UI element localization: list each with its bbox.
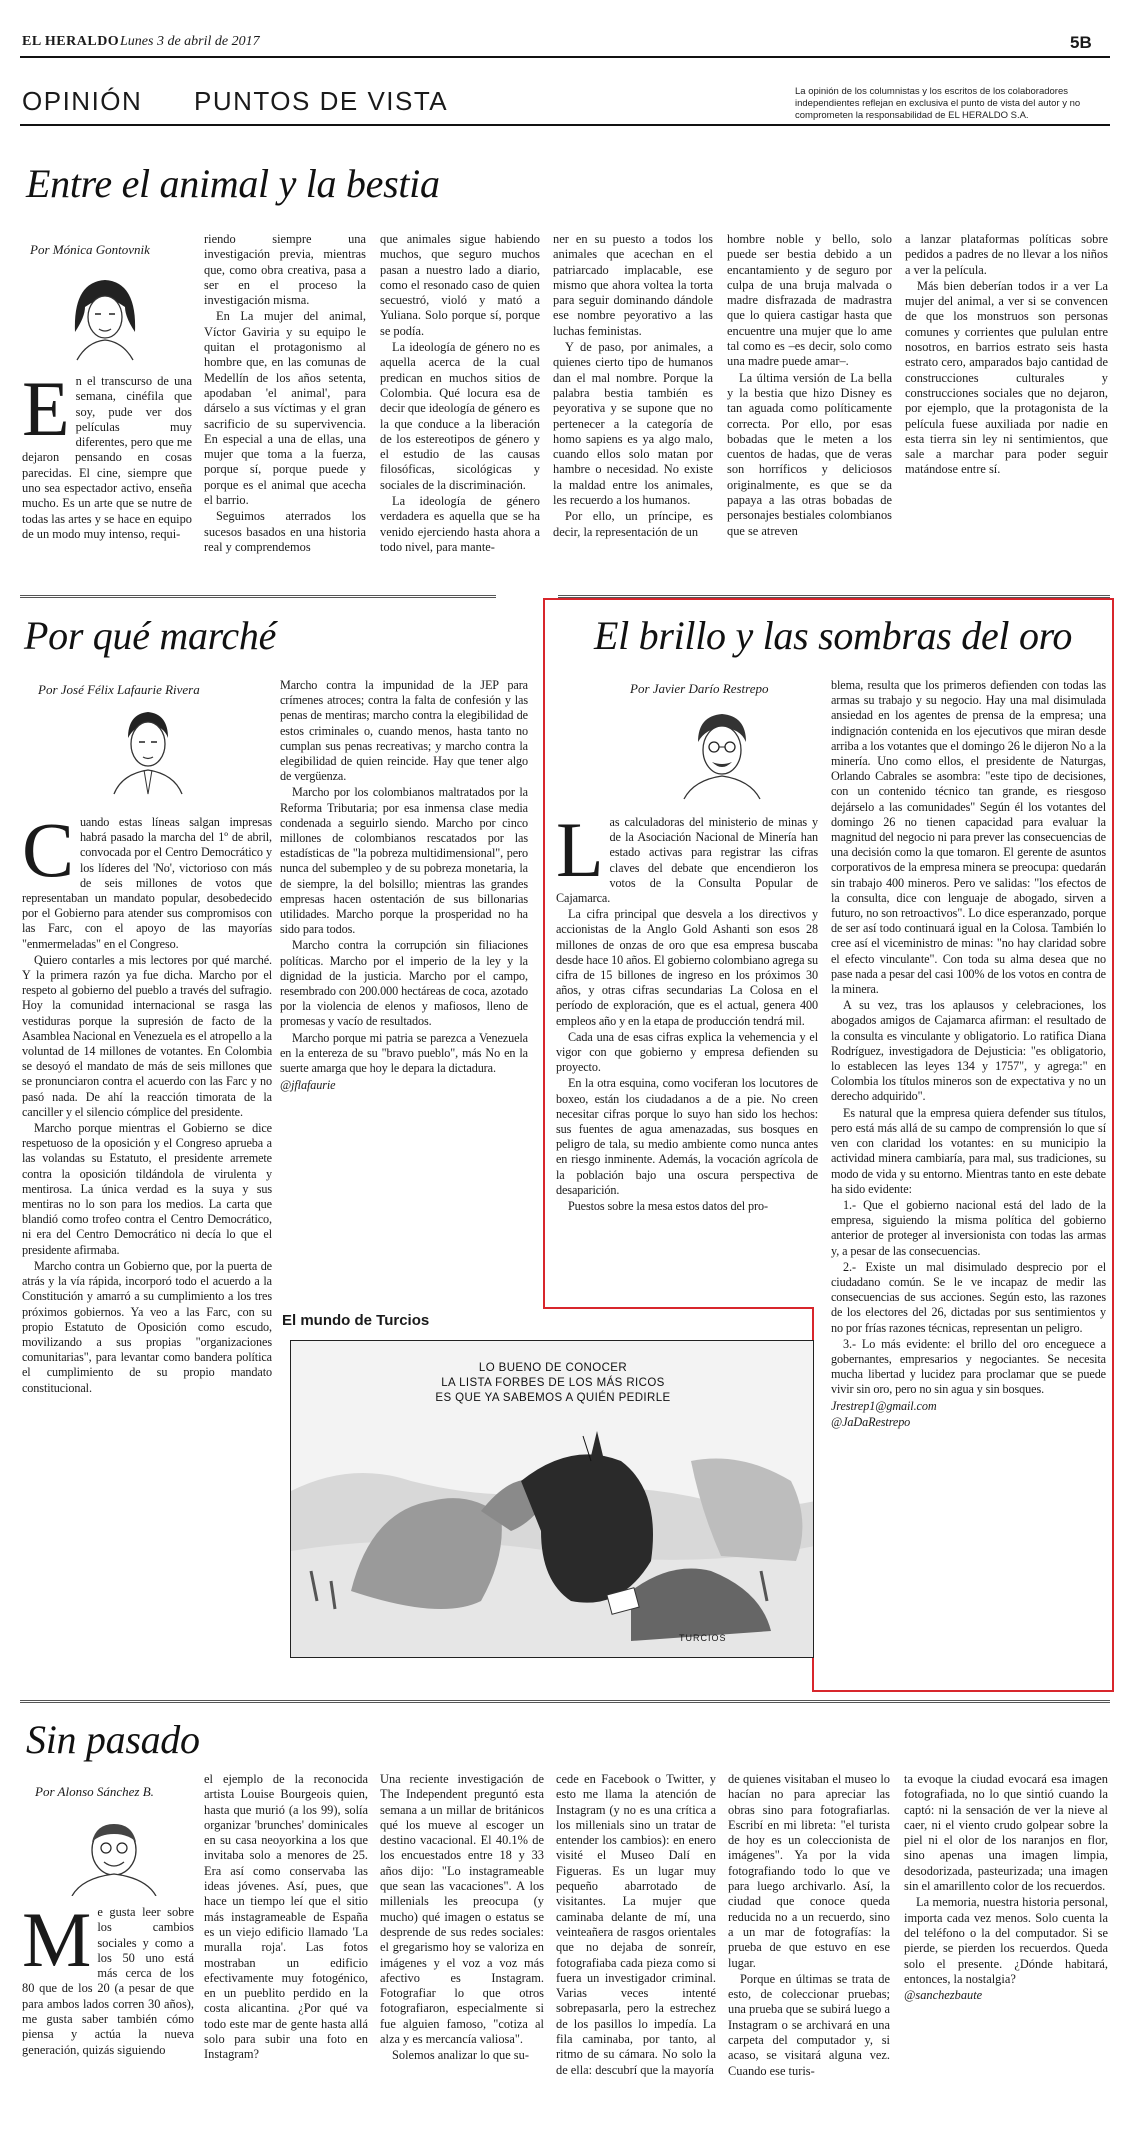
article1-title: Entre el animal y la bestia bbox=[26, 161, 440, 206]
article4-col2 bbox=[204, 1772, 368, 2132]
article1-paragraph: riendo siempre una investigación previa, mientras que, como obra creativa, pasa a ser en el proceso la investigación misma. bbox=[204, 232, 366, 308]
article2-paragraph: Marcho porque mi patria se parezca a Venezuela en la entereza de su "bravo pueblo", más No en la suerte amarga que hoy le depara la dictadura. bbox=[280, 1030, 528, 1076]
article1-col3 bbox=[380, 232, 540, 582]
newspaper-name: EL HERALDO bbox=[22, 34, 120, 49]
article1-paragraph: Y de paso, por animales, a quienes cierto tipo de humanos dan el mal nombre. Porque la palabra bestia también es peyorativa y se supone que no pertenecer a la categoría de homo sapiens es ya algo malo, cuando ellos solo matan por hambre o necesidad. No existe la maldad entre los animales, les recuerdo a los humanos. bbox=[553, 340, 713, 508]
section-name: OPINIÓN bbox=[22, 86, 143, 116]
article4-paragraph: Una reciente investigación de The Independent preguntó esta semana a un millar de británicos qué los mueve al escoger un destino vacacional. El 40.1% de los encuestados entre 18 y 33 años dijo: "Lo instagrameable que sean las vacaciones". A los millenials les preocupa (y mucho) qué imagen o estatus se desprende de sus redes sociales: el gregarismo hoy se valoriza en imágenes y el voz a voz más afectivo es Instagram. Fotografiar lo que otros fotografiaron, especialmente si fue alguien famoso, "cotiza al alza y es mercancía valiosa". bbox=[380, 1772, 544, 2047]
cartoon-signature: TURCIOS bbox=[679, 1633, 727, 1643]
section-subname: PUNTOS DE VISTA bbox=[194, 86, 449, 116]
article2-col2 bbox=[280, 678, 528, 1260]
article4-col3 bbox=[380, 1772, 544, 2132]
article1-paragraph: hombre noble y bello, solo puede ser bestia debido a un encantamiento y de seguro por culpa de una bruja malvada o madre disfrazada de madrastra que lo quiera castigar hasta que encuentre una mujer que lo ame tal como es –es decir, solo como una madre puede amar–. bbox=[727, 232, 892, 369]
disclaimer: La opinión de los columnistas y los escritos de los colaboradores independientes reflejan en exclusiva el punto de vista del autor y no comprometen la responsabilidad de EL HERALDO S.A. bbox=[795, 86, 1081, 121]
article1-paragraph: Seguimos aterrados los sucesos basados en una historia real y comprendemos bbox=[204, 509, 366, 554]
article2-paragraph: Marcho contra un Gobierno que, por la puerta de atrás y la vía rápida, incorporó todo el acuerdo a la Constitución y amarró a su cumplimiento a los tres próximos gobiernos. Ya veo a las Farc, con su propio Estatuto de Oposición como escudo, movilizando a sus propias "organizaciones comunitarias", para levantar como bandera política el cumplimiento de su propio mandato constitucional. bbox=[22, 1258, 272, 1395]
article4-paragraph: Porque en últimas se trata de esto, de coleccionar pruebas; una prueba que se subirá luego a Instagram o se archivará en una carpeta del computador y, si acaso, se visitará alguna vez. Cuando ese turis- bbox=[728, 1971, 890, 2078]
article3-paragraph: 1.- Que el gobierno nacional está del lado de la empresa, siguiendo la misma política del gobierno anterior de proteger al inversionista con todas las armas y, a pesar de las consecuencias. bbox=[831, 1197, 1106, 1258]
article2-dropcap: C bbox=[22, 815, 74, 893]
article3-paragraph: as calculadoras del ministerio de minas y de la Asociación Nacional de Minería han estado activas para registrar las cifras claves del debate que encendieron los votos de la Consulta Popular de Cajamarca. bbox=[556, 815, 818, 906]
article1-paragraph: Más bien deberían todos ir a ver La mujer del animal, a ver si se convencen de que los monstruos son personas comunes y corrientes que pululan entre nosotros, en barrios estrato seis hasta estrato cero, amparados bajo cantidad de construcciones culturales y construcciones sociales que no dejaron, por ejemplo, que la protagonista de la película fuese auxiliada por nadie en esta tierra sin ley ni sentimientos, que sale a marchar para poder seguir matándose entre sí. bbox=[905, 278, 1108, 477]
article3-col1 bbox=[556, 815, 818, 1285]
article2-paragraph: Marcho por los colombianos maltratados por la Reforma Tributaria; por esa inmensa clase media condenada a seguirlo siendo. Marcho por cinco millones de colombianos rescatados por las estadísticas de "la pobreza multidimensional", pero nunca del subempleo y de su pobreza monetaria, la de siempre, la del bolsillo; mientras las grandes empresas hacen ostentación de sus billonarias utilidades. Marcho porque la prosperidad no ha sido para todos. bbox=[280, 785, 528, 937]
author-portrait-gontovnik bbox=[55, 262, 155, 362]
article1-col1 bbox=[22, 374, 192, 584]
article1-col6 bbox=[905, 232, 1108, 582]
article3-dropcap: L bbox=[556, 815, 604, 893]
article3-paragraph: En la otra esquina, como vociferan los locutores de boxeo, están los ciudadanos a de a pie. No creen necesitar cifras porque lo suyo han sido los hechos: sus fuentes de agua amenazadas, sus bosques en peligro de tala, su medio ambiente como nunca antes en riesgo inminente. Además, la vocación agrícola de la población bajo una oscura perspectiva de desaparición. bbox=[556, 1076, 818, 1197]
article1-paragraph: La ideología de género verdadera es aquella que se ha venido ejerciendo hasta ahora a todo nivel, para mante- bbox=[380, 494, 540, 554]
article4-col5 bbox=[728, 1772, 890, 2132]
article1-paragraph: ner en su puesto a todos los animales que acechan en el patriarcado implacable, ese mismo que ahora voltea la torta para seguir dominando dándole ese nombre peyorativo a las luchas feministas. bbox=[553, 232, 713, 338]
author-portrait-lafaurie bbox=[108, 700, 188, 795]
article3-col2 bbox=[831, 678, 1106, 1678]
article2-paragraph: Marcho contra la corrupción sin filiaciones políticas. Marcho por el imperio de la ley y la dignidad de la justicia. Marcho por el campo, resembrado con 200.000 hectáreas de coca, azotado por la violencia de elenos y mafiosos, lleno de promesas y vacío de resultados. bbox=[280, 938, 528, 1029]
article4-paragraph: cede en Facebook o Twitter, y esto me llama la atención de Instagram (y no es una crítica a los millenials sino un tratar de entender los cambios): en enero visité el Museo Dalí en Figueras. Es un lugar muy pequeño abarrotado de visitantes. La mujer que caminaba delante de mí, una veinteañera de rasgos orientales que no dejaba de sonreír, fotografiaba cada pieza como si fuera un investigador criminal. Varias veces intenté sobrepasarla, pero la estrechez de los pasillos lo impedía. La fila caminaba, por tanto, al ritmo de su cámara. No solo la de ella: descubrí que la mayoría bbox=[556, 1772, 716, 2077]
article3-paragraph: La cifra principal que desvela a los directivos y accionistas de la Anglo Gold Ashanti son esos 28 millones de onzas de oro que esa empresa buscaba desde hace 10 años. El gobierno colombiano agrega su cifra de 15 billones de ingreso en los próximos 30 años, y otras cifras secundarias La Colosa en el período de exploración, que es el actual, genera 400 empleos año y en la etapa de producción tendrá mil. bbox=[556, 907, 818, 1028]
cartoon-balloon-line3: ES QUE YA SABEMOS A QUIÉN PEDIRLE bbox=[435, 1392, 671, 1404]
article1-paragraph: La ideología de género no es aquella acerca de la cual predican en muchos sitios de Colombia. Qué locura esa de decir que ideología de género es la que conduce a la liberación de los estereotipos de género y el estudio de las causas filosóficas, sicológicas y sociales de la discriminación. bbox=[380, 340, 540, 492]
article4-paragraph: ta evoque la ciudad evocará esa imagen fotografiada, no lo que sintió cuando la captó: ni la sensación de ver la nieve al caer, ni el viento crudo golpear sobre la piel ni el olor de los naranjos en flor, sino apenas una imagen limpia, desodorizada, pasteurizada; una imagen sin el amarillento color de los recuerdos. bbox=[904, 1772, 1108, 1894]
section-rule bbox=[20, 124, 1110, 126]
article2-paragraph: Marcho porque mientras el Gobierno se dice respetuoso de la oposición y el Congreso aprueba a las volandas su Estatuto, el presidente arremete contra la oposición tildándola de virulenta y mentirosa. La única verdad es la suya y sus mentiras no lo son para los medios. La carta que blandió como trofeo contra el Centro Democrático, ni era del Centro Democrático ni decía lo que el presidente afirmaba. bbox=[22, 1121, 272, 1257]
article1-byline: Por Mónica Gontovnik bbox=[30, 242, 150, 257]
divider bbox=[20, 1700, 1110, 1703]
cartoon-balloon-line2: LA LISTA FORBES DE LOS MÁS RICOS bbox=[441, 1377, 665, 1389]
masthead-rule bbox=[20, 56, 1110, 58]
article1-paragraph: En La mujer del animal, Víctor Gaviria y su equipo le quitan el protagonismo al hombre que, en las comunas de Medellín de los años setenta, apodaban 'el animal', para dárselo a sus víctimas y el gran sacrificio de su supervivencia. En especial a una de ellas, una mujer que toma a la fuerza, porque sí, porque puede y porque es el animal que acecha el barrio. bbox=[204, 309, 366, 508]
article4-dropcap: M bbox=[22, 1905, 92, 1983]
article3-paragraph: 3.- Lo más evidente: el brillo del oro enceguece a gobernantes, empresarios y negociantes. Se necesita mucha libertad y lucidez para proclamar que se puede vivir sin oro, pero no sin agua y sin bosques. bbox=[831, 1336, 1106, 1397]
page-number: 5B bbox=[1070, 33, 1092, 52]
article3-paragraph: Puestos sobre la mesa estos datos del pro- bbox=[568, 1199, 768, 1214]
divider bbox=[20, 595, 496, 598]
article2-paragraph: uando estas líneas salgan impresas habrá pasado la marcha del 1º de abril, convocada por el Centro Democrático y los líderes del 'No', victorioso con más de seis millones de votos que representaban un mandato popular, desobedecido por el Gobierno para atender sus compromisos con las Farc, con el apoyo de las mayorías "enmermeladas" en el Congreso. bbox=[22, 815, 272, 951]
article3-byline: Por Javier Darío Restrepo bbox=[630, 681, 769, 696]
highlight-box-step bbox=[543, 1307, 814, 1309]
article4-paragraph: de quienes visitaban el museo lo hacían no para apreciar las obras sino para fotografiarlas. Escribí en mi libreta: "el turista de hoy es un coleccionista de imágenes". Ya por la vida fotografiando todo lo que ve para luego archivarlo. Así, la ciudad que conoce queda reducida no a un recuerdo, sino a un mar de fotografías: la prueba de que estuvo en ese lugar. bbox=[728, 1772, 890, 1970]
article1-col4 bbox=[553, 232, 713, 582]
article1-paragraph: La última versión de La bella y la bestia que hizo Disney es tan aguada como políticamente correcta. Por ello, por esas bobadas que le meten a los cuentos de hadas, que de veras son horríficos y deliciosos originalmente, es que se da papaya a las otras bobadas de personajes bestiales colombianos que se atreven bbox=[727, 370, 892, 538]
article2-paragraph: Marcho contra la impunidad de la JEP para crímenes atroces; contra la falta de confesión y las penas de mentiras; marcho contra la elegibilidad de estos criminales o, cuando menos, hasta tanto no cumplan sus penas recreativas; y marcho contra la elegibilidad de quien reincide. Hay que tener algo de vergüenza. bbox=[280, 678, 528, 784]
article1-paragraph: Por ello, un príncipe, es decir, la representación de un bbox=[553, 509, 713, 539]
article2-paragraph: Quiero contarles a mis lectores por qué marché. Y la primera razón ya fue dicha. Marcho por el respeto al gobierno del pueblo a través del sufragio. Hoy la comunidad internacional se rasga las vestiduras porque la supresión de facto de la Asamblea Nacional en Venezuela es el atropello a la voluntad de 14 millones de votantes. En Colombia se desoyó el mandato de más de seis millones que se pronunciaron contra el acuerdo con las Farc y no pasó nada. De ahí la reacción timorata de la canciller y el silencio cómplice del presidente. bbox=[22, 952, 272, 1119]
article3-title: El brillo y las sombras del oro bbox=[594, 613, 1073, 658]
article2-title: Por qué marché bbox=[24, 613, 277, 658]
article1-paragraph: que animales sigue habiendo muchos, que seguro muchos pasan a nuestro lado a diario, como el resonado caso de quien secuestró, violó y mató a Yuliana. Solo porque sí, porque se podía. bbox=[380, 232, 540, 338]
article3-email: Jrestrep1@gmail.com bbox=[831, 1398, 937, 1413]
article4-paragraph: La memoria, nuestra historia personal, importa cada vez menos. Solo cuenta la del teléfono o la del computador. Si se pierde, se pierden los recuerdos. Queda solo el presente. ¿Dónde habitará, entonces, la nostalgia? bbox=[904, 1895, 1108, 1986]
article1-dropcap: E bbox=[22, 374, 70, 452]
article4-signature: @sanchezbaute bbox=[904, 1988, 983, 2003]
article1-col2 bbox=[204, 232, 366, 582]
article3-paragraph: Es natural que la empresa quiera defender sus títulos, pero está más allá de su campo de comprensión lo que sí ven con claridad los votantes: en su municipio la actividad minera cambiaría, para mal, sus tradiciones, su modo de vida y su entorno. Mientras tanto en este debate ha sido evidente: bbox=[831, 1105, 1106, 1196]
article3-paragraph: Cada una de esas cifras explica la vehemencia y el vigor con que gobierno y empresa defienden su proyecto. bbox=[556, 1029, 818, 1075]
author-portrait-restrepo bbox=[676, 702, 768, 800]
article4-title: Sin pasado bbox=[26, 1717, 200, 1762]
article1-paragraph: n el transcurso de una semana, cinéfila que soy, pude ver dos películas muy diferentes, pero que me dejaron pensando en cosas parecidas. El cine, siempre que uno sea espectador activo, enseña mucho. Es un arte que se nutre de todas las artes y se hace en equipo de un modo muy intenso, requi- bbox=[22, 374, 192, 541]
article4-col4 bbox=[556, 1772, 716, 2132]
article2-byline: Por José Félix Lafaurie Rivera bbox=[38, 682, 200, 697]
edition-date: Lunes 3 de abril de 2017 bbox=[120, 34, 260, 49]
article2-signature: @jflafaurie bbox=[280, 1078, 336, 1093]
article4-col6 bbox=[904, 1772, 1108, 2132]
article4-byline: Por Alonso Sánchez B. bbox=[35, 1784, 154, 1799]
article4-paragraph: el ejemplo de la reconocida artista Louise Bourgeois quien, hasta que murió (a los 99), solía organizar 'brunches' dominicales en su casa neoyorkina a los que invitaba solo a menores de 25. Era así como conservaba las ideas jóvenes. Así, pues, que hace un tiempo leí que el sitio más instagrameable de España es un viejo edificio llamado 'La muralla roja'. Las fotos mostraban un edificio efectivamente muy fotogénico, en un pueblito perdido en la costa alicantina. ¿Por qué va todo este mar de gente hasta allá solo para subir una foto en Instagram? bbox=[204, 1772, 368, 2062]
article4-paragraph: e gusta leer sobre los cambios sociales y como a los 50 uno está más cerca de los 80 que de los 20 (a pesar de que para ambos lados corren 30 años), me gusta saber también cómo piensa y actúa la nueva generación, quizás siguiendo bbox=[22, 1905, 194, 2057]
cartoon-title: El mundo de Turcios bbox=[282, 1312, 430, 1329]
article3-handle: @JaDaRestrepo bbox=[831, 1414, 911, 1429]
article4-paragraph: Solemos analizar lo que su- bbox=[392, 2048, 529, 2063]
article3-paragraph: A su vez, tras los aplausos y celebraciones, los abogados amigos de Cajamarca afirman: el resultado de la consulta es vinculante y obligatorio. Lo ratifica Diana Rodríguez, investigadora de Dejusticia: "es obligatorio, lo establecen las leyes 134 y 1757", y agrega:" en Colombia los títulos mineros son de expectativa y no un derecho adquirido". bbox=[831, 998, 1106, 1104]
author-portrait-sanchez bbox=[66, 1806, 162, 1896]
article4-col1 bbox=[22, 1905, 194, 2133]
article1-col5 bbox=[727, 232, 892, 582]
article1-paragraph: a lanzar plataformas políticas sobre pedidos a padres de no llevar a los niños a ver la película. bbox=[905, 232, 1108, 277]
article3-paragraph: 2.- Existe un mal disimulado desprecio por el ciudadano común. Se le ve incapaz de medir las consecuencias de sus acciones. Según esto, las razones de los electores del 26, dictadas por sus sentimientos y no por frías razones técnicas, representan un peligro. bbox=[831, 1259, 1106, 1335]
cartoon-balloon-line1: LO BUENO DE CONOCER bbox=[478, 1362, 628, 1374]
article3-paragraph: blema, resulta que los primeros defienden con todas las armas su trabajo y su negocio. Hay una mal disimulada ansiedad en los agentes de prensa de la empresa; una indignación contenida en los ejecutivos que miran desde arriba a los votantes que el domingo 26 le dijeron No a la minería. Uno como ellos, el presidente de Naturgas, Orlando Cabrales se asombra: "este tipo de decisiones, con un contenido técnico tan grande, es riesgoso dejárselo a las comunidades" Según él los votantes del domingo 26 no tienen capacidad para evaluar la magnitud del negocio ni para prever las consecuencias de una decisión como la que tomaron. El gerente de asuntos corporativos de la empresa minera se preocupa: quedarán sin trabajo 400 mineros. Pero ve salidas: "los efectos de la consulta, dice con lenguaje de abogado, sirven a futuro, no son retroactivos". Lo dice esperanzado, porque de ser así todo continuará igual en la Colosa. También lo cree así el viceministro de minas: "no hay claridad sobre el efecto vinculante". Con toda su alma desea que no pase nada a pesar del casi 100% de los votos en contra de la minera. bbox=[831, 678, 1106, 997]
article2-col1 bbox=[22, 815, 272, 1515]
cartoon-panel bbox=[290, 1340, 814, 1658]
